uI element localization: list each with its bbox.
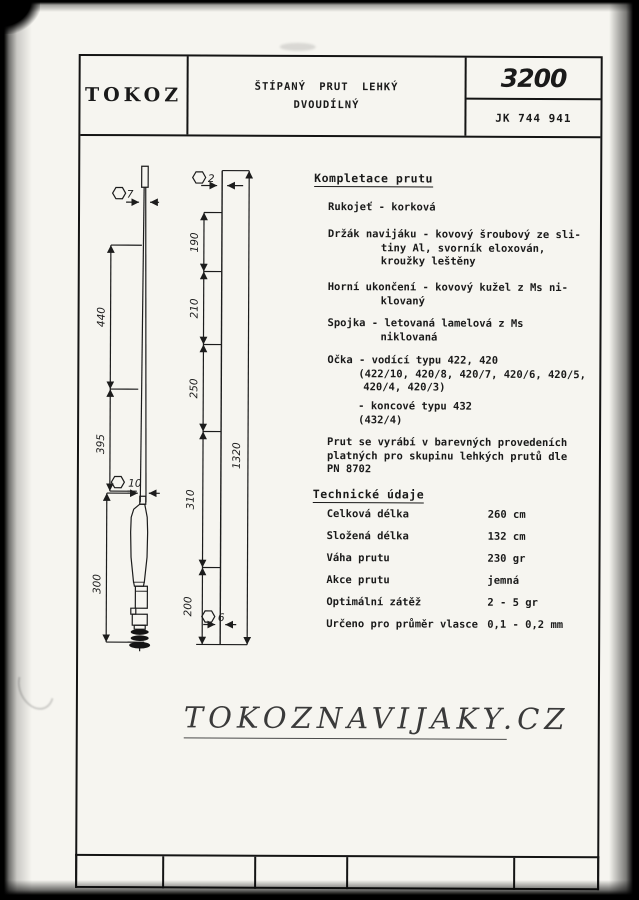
brand-cell <box>80 56 188 134</box>
spec-label: Určeno pro průměr vlasce <box>326 617 478 631</box>
model-number-cell <box>467 58 601 101</box>
dim-395-label: 395 <box>94 433 108 455</box>
footer-cell <box>256 857 348 889</box>
hexagon-symbol <box>202 611 215 622</box>
description-column <box>312 171 602 641</box>
spec-value: jemná <box>487 574 520 587</box>
dim-200-label: 200 <box>182 596 195 617</box>
assembly-line: Prut se vyrábí v barevných provedeních <box>327 436 568 450</box>
scan-smudge <box>280 43 316 51</box>
product-title-line1: ŠTÍPANÝ PRUT LEHKÝ <box>254 80 399 94</box>
footer-cell <box>515 858 597 890</box>
spec-row <box>312 573 600 596</box>
tip-size-label: 7 <box>126 188 134 201</box>
bottom-size-label: 6 <box>217 612 225 625</box>
spec-label: Celková délka <box>326 507 409 520</box>
dim-210-label: 210 <box>188 298 201 319</box>
footer-table <box>75 854 599 890</box>
catalog-number-cell <box>466 100 600 137</box>
number-cell <box>466 58 600 137</box>
spec-label: Váha prutu <box>326 551 390 564</box>
spec-row <box>312 595 600 618</box>
hexagon-symbol <box>193 172 206 183</box>
spec-row <box>313 507 601 530</box>
footer-cell <box>164 856 256 888</box>
spec-label: Akce prutu <box>326 573 390 586</box>
assembly-line: tiny Al, svorník eloxován, <box>380 241 546 255</box>
right-rod-drawing <box>182 170 249 644</box>
spec-label: Optimální zátěž <box>326 595 422 608</box>
assembly-line: kroužky leštěny <box>380 255 476 268</box>
rod-handle <box>129 496 151 651</box>
brand-name: TOKOZ <box>84 83 183 107</box>
spec-label: Složená délka <box>326 529 409 542</box>
dim-250-label: 250 <box>188 378 201 399</box>
spec-value: 230 gr <box>487 552 526 565</box>
hexagon-symbol <box>113 187 126 198</box>
spec-row <box>312 617 600 640</box>
assembly-line: - koncové typu 432 <box>358 400 473 413</box>
footer-cell <box>348 857 515 890</box>
assembly-line: PN 8702 <box>326 463 372 476</box>
assembly-line: niklovaná <box>380 330 438 344</box>
spec-row <box>313 529 601 552</box>
reel-seat-rings <box>129 629 150 648</box>
spec-value: 0,1 - 0,2 mm <box>487 618 564 631</box>
dim-440-label: 440 <box>95 306 108 328</box>
specs-table <box>312 507 601 640</box>
lower-size-label: 10 <box>128 477 142 490</box>
assembly-line: Držák navijáku - kovový šroubový ze sli- <box>327 228 581 242</box>
assembly-line: (422/10, 420/8, 420/7, 420/6, 420/5, <box>358 367 586 381</box>
rod-tip-ring <box>142 166 149 187</box>
product-title-line2: DVOUDÍLNÝ <box>293 98 360 112</box>
watermark-text: TOKOZNAVIJAKY.CZ <box>184 700 507 739</box>
assembly-line: Rukojeť - korková <box>328 201 436 214</box>
assembly-line: Očka - vodící typu 422, 420 <box>327 354 499 367</box>
dim-300-label: 300 <box>91 573 104 595</box>
hexagon-symbol <box>111 476 124 487</box>
left-rod-drawing <box>91 166 161 651</box>
assembly-heading: Kompletace prutu <box>314 170 433 186</box>
scan-smudge <box>11 660 61 716</box>
spec-value: 260 cm <box>487 508 526 521</box>
title-block <box>80 56 600 138</box>
footer-cell <box>77 856 164 888</box>
assembly-line: platných pro skupinu lehkých prutů dle <box>326 449 568 463</box>
assembly-line: (432/4) <box>358 413 403 426</box>
title-cell <box>188 56 466 135</box>
assembly-line: Spojka - letovaná lamelová z Ms <box>327 317 524 330</box>
dim-1320-label: 1320 <box>230 442 244 470</box>
spec-value: 132 cm <box>487 530 526 543</box>
spec-row <box>312 551 600 574</box>
assembly-line: klovaný <box>380 294 425 307</box>
spec-value: 2 - 5 gr <box>487 596 538 609</box>
top-size-label: 2 <box>207 173 215 186</box>
dim-190-label: 190 <box>188 232 201 253</box>
rod-technical-drawing <box>84 157 276 670</box>
dim-310-label: 310 <box>184 489 197 510</box>
catalog-number: JK 744 941 <box>495 111 572 125</box>
assembly-line: Horní ukončení - kovový kužel z Ms ni- <box>327 281 568 295</box>
specs-heading: Technické údaje <box>312 486 425 501</box>
assembly-line: 420/4, 420/3) <box>363 381 446 394</box>
model-number: 3200 <box>500 63 567 93</box>
